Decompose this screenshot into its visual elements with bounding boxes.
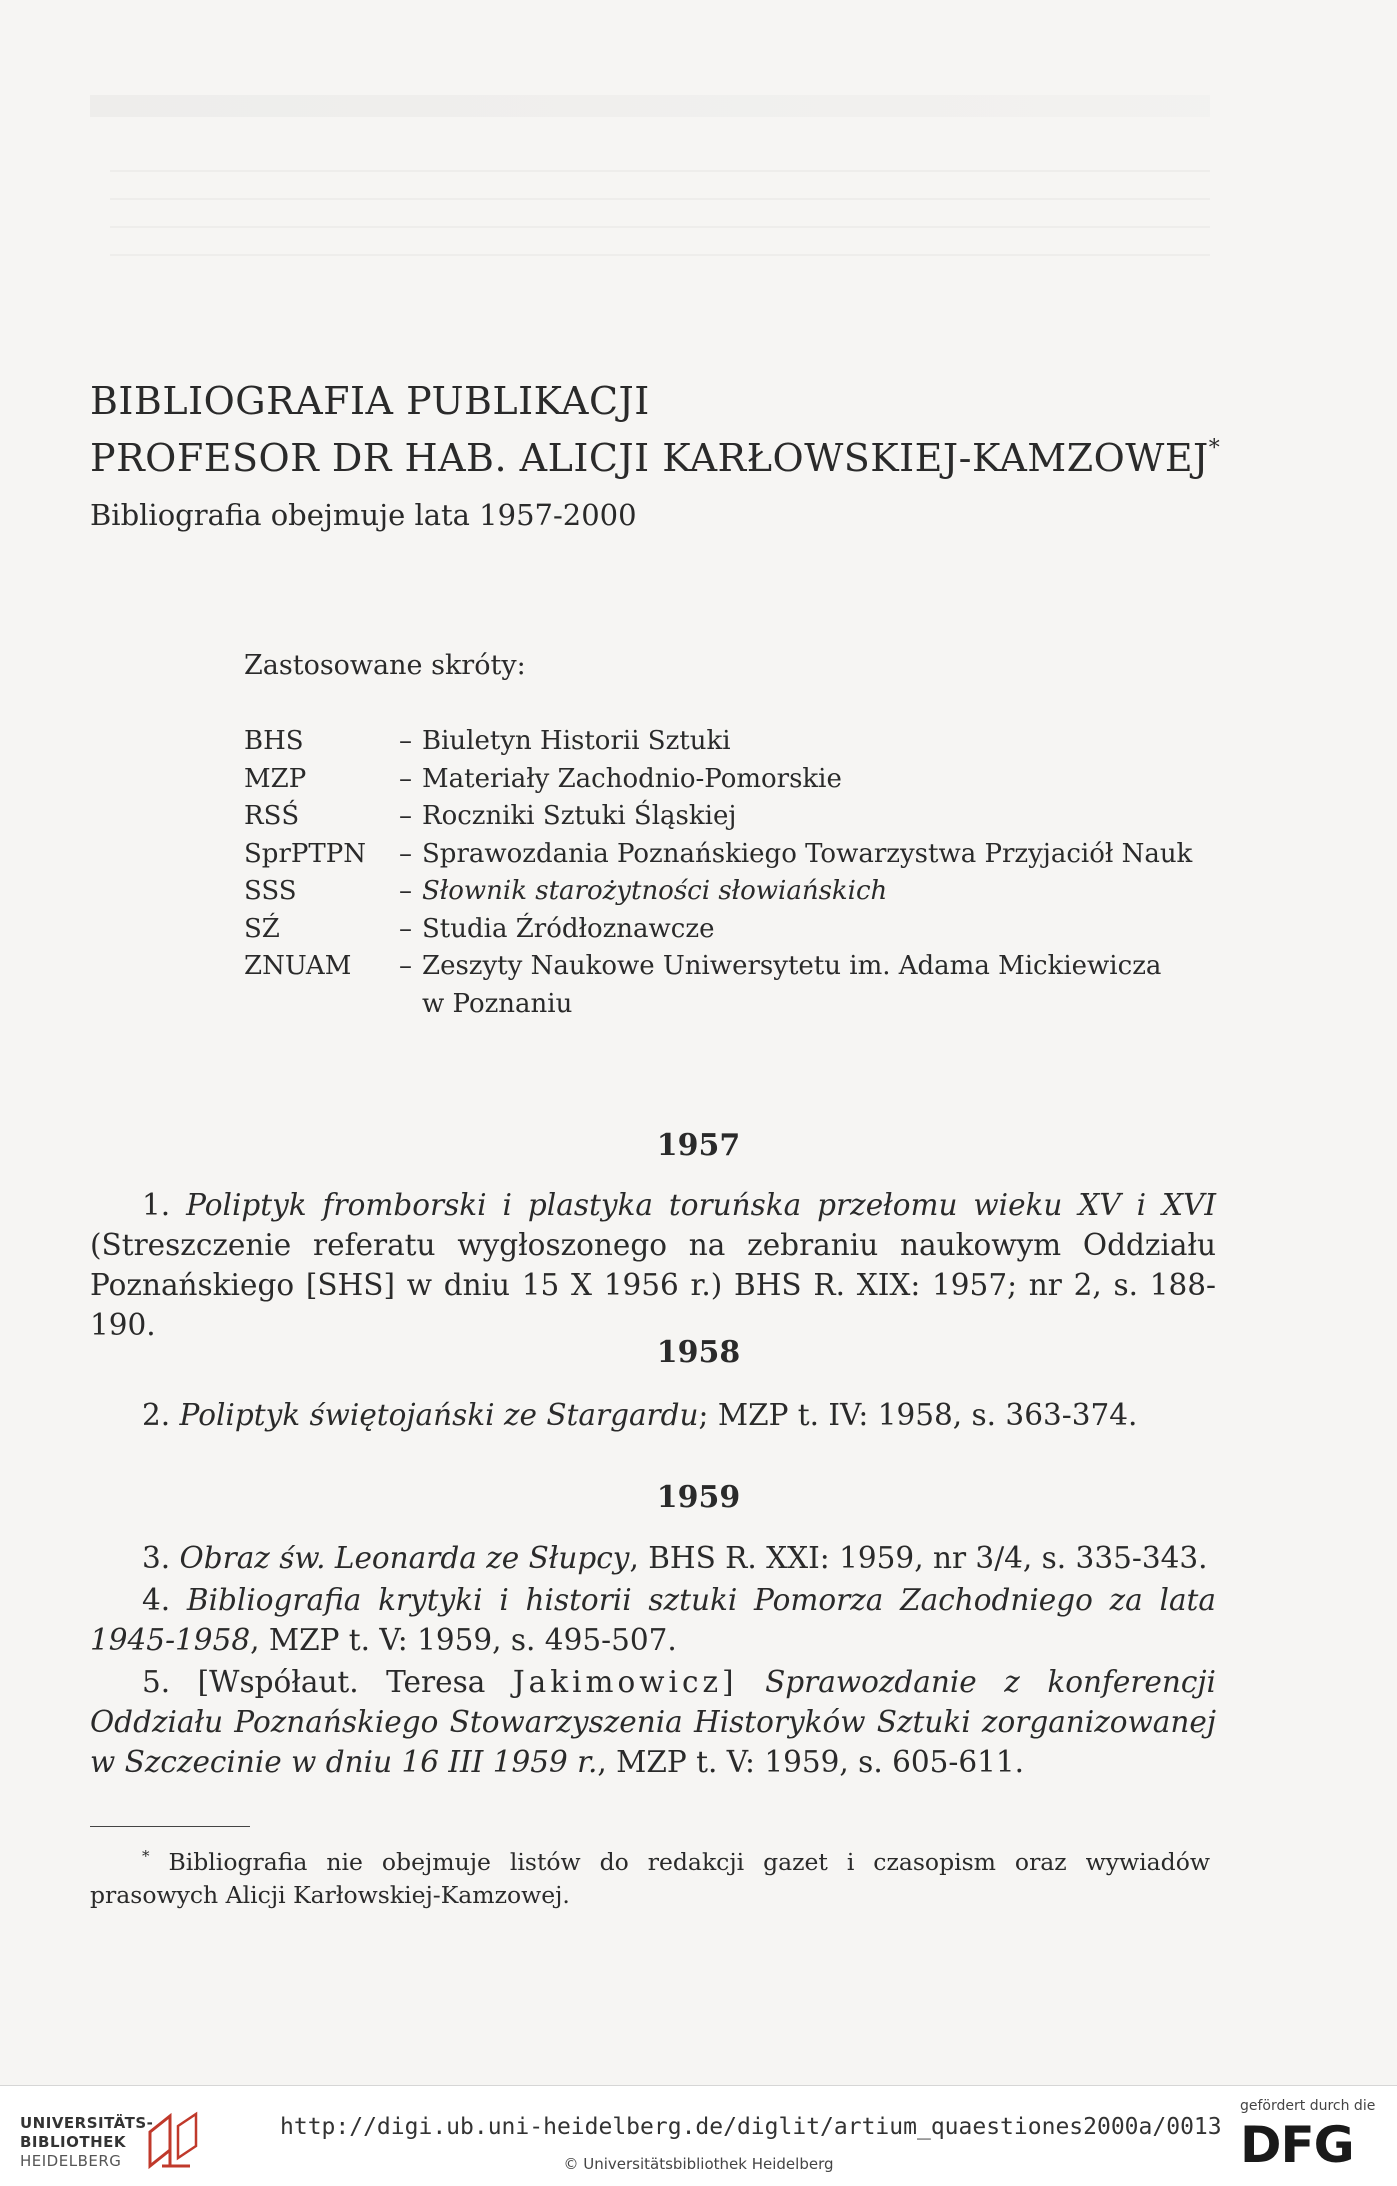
year-heading-1959: 1959 <box>656 1480 741 1515</box>
entry-details: , BHS R. XXI: 1959, nr 3/4, s. 335-343. <box>629 1541 1208 1575</box>
entry-details: , MZP t. V: 1959, s. 605-611. <box>597 1745 1025 1779</box>
entry-number: 4. <box>142 1583 171 1617</box>
abbreviation-row <box>244 723 1192 761</box>
abbreviation-dash: – <box>399 838 412 869</box>
abbreviation-dash: – <box>399 876 412 906</box>
footnote-mark: * <box>142 1847 150 1865</box>
bibliography-entry-3 <box>90 1538 1216 1578</box>
entry-coauthor-prefix: [Współaut. Teresa <box>197 1665 486 1699</box>
abbreviation-key: MZP <box>244 763 307 794</box>
abbreviation-value: Biuletyn Historii Sztuki <box>422 726 731 756</box>
entry-details: ; MZP t. IV: 1958, s. 363-374. <box>698 1398 1138 1432</box>
abbreviation-row <box>244 873 1192 911</box>
abbreviation-dash: – <box>399 763 412 794</box>
title-line-2: PROFESOR DR HAB. ALICJI KARŁOWSKIEJ-KAMZOWEJ <box>90 436 1209 480</box>
abbreviation-row <box>244 911 1192 949</box>
abbreviation-dash: – <box>399 951 412 981</box>
year-heading-1958: 1958 <box>656 1335 741 1370</box>
abbreviation-key: RSŚ <box>244 801 300 831</box>
library-name-line-2: BIBLIOTHEK <box>20 2133 126 2151</box>
abbreviation-dash: – <box>399 913 412 944</box>
abbreviation-key: SSS <box>244 876 297 906</box>
permalink-url[interactable]: http://digi.ub.uni-heidelberg.de/diglit/artium_quaestiones2000a/0013 <box>280 2114 1222 2140</box>
footnote-rule <box>90 1826 250 1827</box>
entry-coauthor: Jakimowicz] <box>512 1665 738 1699</box>
entry-title: Bibliografia krytyki i historii sztuki Pomorza Zachodniego za lata 1945-1958 <box>90 1583 1216 1657</box>
abbreviation-row <box>244 948 1192 986</box>
entry-title: Obraz św. Leonarda ze Słupcy <box>179 1541 630 1575</box>
abbreviation-key: BHS <box>244 726 304 756</box>
abbreviation-value: Sprawozdania Poznańskiego Towarzystwa Przyjaciół Nauk <box>422 838 1193 869</box>
library-footer-bar <box>0 2085 1397 2186</box>
entry-number: 1. <box>142 1188 171 1222</box>
abbreviation-row <box>244 798 1192 836</box>
abbreviation-dash: – <box>399 726 412 756</box>
entry-details: (Streszczenie referatu wygłoszonego na zebraniu naukowym Oddziału Poznańskiego [SHS] w dniu 15 X 1956 r.) BHS R. XIX: 1957; nr 2, s. 188-190. <box>90 1228 1216 1342</box>
bibliography-entry-5 <box>90 1662 1216 1782</box>
abbreviation-row <box>244 836 1192 874</box>
footnote-text: Bibliografia nie obejmuje listów do redakcji gazet i czasopism oraz wywiadów prasowych Alicji Karłowskiej-Kamzowej. <box>90 1847 1210 1909</box>
bleed-through-header <box>90 95 1210 117</box>
entry-details: , MZP t. V: 1959, s. 495-507. <box>250 1623 677 1657</box>
bibliography-entry-1 <box>90 1185 1216 1345</box>
abbreviation-key: ZNUAM <box>244 951 352 981</box>
bleed-through-text <box>110 170 1210 282</box>
abbreviation-value: Słownik starożytności słowiańskich <box>422 876 888 906</box>
library-name-line-3: HEIDELBERG <box>20 2152 122 2170</box>
entry-title: Poliptyk świętojański ze Stargardu <box>179 1398 699 1432</box>
entry-number: 2. <box>142 1398 171 1432</box>
entry-title: Poliptyk fromborski i plastyka toruńska przełomu wieku XV i XVI <box>186 1188 1216 1222</box>
abbreviation-value: Studia Źródłoznawcze <box>422 913 715 944</box>
abbreviation-row <box>244 986 1192 1024</box>
entry-number: 3. <box>142 1541 171 1575</box>
title-line-1: BIBLIOGRAFIA PUBLIKACJI <box>90 379 650 423</box>
copyright-notice: © Universitätsbibliothek Heidelberg <box>563 2155 834 2173</box>
abbreviation-dash: – <box>399 801 412 831</box>
footnote <box>90 1840 1210 1912</box>
entry-number: 5. <box>142 1665 171 1699</box>
abbreviation-value: Zeszyty Naukowe Uniwersytetu im. Adama Mickiewicza <box>422 951 1162 981</box>
bibliography-entry-4 <box>90 1580 1216 1660</box>
library-name-line-1: UNIVERSITÄTS- <box>20 2114 154 2132</box>
abbreviations-heading: Zastosowane skróty: <box>244 650 526 681</box>
entry-title: Sprawozdanie z konferencji Oddziału Poznańskiego Stowarzyszenia Historyków Sztuki zorganizowanej w Szczecinie w dniu 16 III 1959 r. <box>90 1665 1216 1779</box>
dfg-caption: gefördert durch die <box>1240 2098 1376 2114</box>
title-footnote-mark: * <box>1208 436 1221 461</box>
dfg-logo: DFG <box>1240 2116 1354 2174</box>
abbreviation-value: Materiały Zachodnio-Pomorskie <box>422 763 842 794</box>
abbreviation-value: Roczniki Sztuki Śląskiej <box>422 801 737 831</box>
abbreviation-value-continuation: w Poznaniu <box>422 988 573 1019</box>
abbreviations-list <box>244 723 1192 1023</box>
abbreviation-key: SŹ <box>244 913 280 944</box>
abbreviation-key: SprPTPN <box>244 838 366 869</box>
document-title <box>90 378 1220 482</box>
year-heading-1957: 1957 <box>656 1128 741 1163</box>
abbreviation-row <box>244 761 1192 799</box>
document-subtitle: Bibliografia obejmuje lata 1957-2000 <box>90 498 637 532</box>
bibliography-entry-2 <box>90 1395 1216 1435</box>
